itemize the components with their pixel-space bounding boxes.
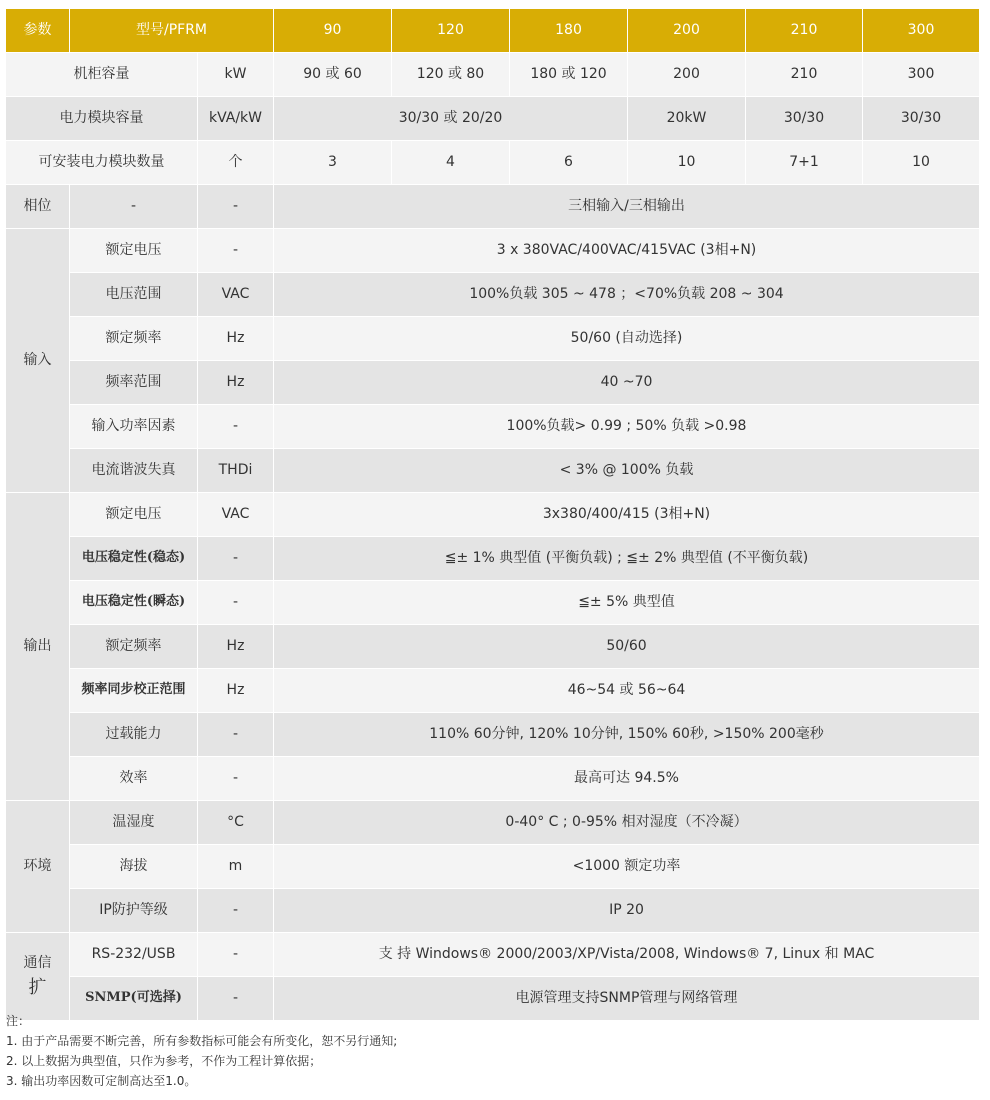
cell-value: IP 20 (274, 889, 980, 933)
note-item: 3. 输出功率因数可定制高达至1.0。 (6, 1074, 197, 1088)
row-label: 温湿度 (70, 801, 198, 845)
row-unit: - (198, 581, 274, 625)
row-unit: - (198, 229, 274, 273)
cell-value: 电源管理支持SNMP管理与网络管理 (274, 977, 980, 1021)
row-unit: Hz (198, 317, 274, 361)
row-label: 输入功率因素 (70, 405, 198, 449)
cell-value: 三相输入/三相输出 (274, 185, 980, 229)
row-unit: Hz (198, 361, 274, 405)
row-unit: m (198, 845, 274, 889)
row-unit: kVA/kW (198, 97, 274, 141)
table-row (6, 317, 980, 361)
cell-value: 120 或 80 (392, 53, 510, 97)
row-unit: - (198, 537, 274, 581)
cell-value: 180 或 120 (510, 53, 628, 97)
cell-value: 30/30 (863, 97, 980, 141)
row-unit: Hz (198, 625, 274, 669)
table-row (6, 141, 980, 185)
cell-value: 10 (628, 141, 746, 185)
spec-table (5, 8, 980, 1021)
row-unit: - (198, 185, 274, 229)
row-unit: - (198, 757, 274, 801)
row-unit: 个 (198, 141, 274, 185)
table-row (6, 449, 980, 493)
table-row (6, 669, 980, 713)
cell-value: 50/60 (274, 625, 980, 669)
category-environment: 环境 (6, 801, 70, 933)
row-label: 额定频率 (70, 625, 198, 669)
category-comm (6, 933, 70, 1021)
row-unit: VAC (198, 493, 274, 537)
cell-value: 支 持 Windows® 2000/2003/XP/Vista/2008, Windows® 7, Linux 和 MAC (274, 933, 980, 977)
row-unit: - (198, 977, 274, 1021)
cell-value: 最高可达 94.5% (274, 757, 980, 801)
table-row (6, 757, 980, 801)
table-row (6, 581, 980, 625)
header-model-120: 120 (392, 9, 510, 53)
header-model-300: 300 (863, 9, 980, 53)
table-row (6, 537, 980, 581)
cell-value: 30/30 或 20/20 (274, 97, 628, 141)
cell-value: <1000 额定功率 (274, 845, 980, 889)
cell-value: 7+1 (746, 141, 863, 185)
cell-value: 10 (863, 141, 980, 185)
notes (6, 1011, 397, 1091)
cell-value: 50/60 (自动选择) (274, 317, 980, 361)
header-param: 参数 (6, 9, 70, 53)
cell-value: 20kW (628, 97, 746, 141)
category-comm-line1: 通信 (23, 954, 52, 971)
row-label: 电压稳定性(瞬态) (70, 581, 198, 625)
row-label: 可安装电力模块数量 (6, 141, 198, 185)
row-unit: THDi (198, 449, 274, 493)
note-item: 2. 以上数据为典型值，只作为参考，不作为工程计算依据； (6, 1054, 322, 1068)
cell-value: 4 (392, 141, 510, 185)
row-label: 电流谐波失真 (70, 449, 198, 493)
table-row (6, 493, 980, 537)
table-row (6, 273, 980, 317)
row-label: 频率同步校正范围 (70, 669, 198, 713)
row-label: 额定电压 (70, 229, 198, 273)
cell-value: 200 (628, 53, 746, 97)
row-unit: - (198, 713, 274, 757)
note-item: 1. 由于产品需要不断完善，所有参数指标可能会有所变化，恕不另行通知; (6, 1034, 398, 1048)
cell-value: 90 或 60 (274, 53, 392, 97)
notes-title: 注： (6, 1014, 31, 1028)
row-label: 频率范围 (70, 361, 198, 405)
category-input: 输入 (6, 229, 70, 493)
cell-value: 3x380/400/415 (3相+N) (274, 493, 980, 537)
cell-value: 100%负载> 0.99 ; 50% 负载 >0.98 (274, 405, 980, 449)
cell-value: 30/30 (746, 97, 863, 141)
table-row (6, 405, 980, 449)
row-label: SNMP(可选择) (70, 977, 198, 1021)
cell-value: 6 (510, 141, 628, 185)
table-row (6, 845, 980, 889)
cell-value: 300 (863, 53, 980, 97)
cell-value: ≦± 1% 典型值 (平衡负载) ; ≦± 2% 典型值 (不平衡负载) (274, 537, 980, 581)
row-label: 电力模块容量 (6, 97, 198, 141)
row-unit: - (198, 933, 274, 977)
cell-value: < 3% @ 100% 负载 (274, 449, 980, 493)
cell-value: 100%负载 305 ~ 478 ；<70%负载 208 ~ 304 (274, 273, 980, 317)
header-model-180: 180 (510, 9, 628, 53)
category-output: 输出 (6, 493, 70, 801)
header-model-210: 210 (746, 9, 863, 53)
row-sublabel: - (70, 185, 198, 229)
cell-value: 40 ~70 (274, 361, 980, 405)
row-unit: - (198, 405, 274, 449)
table-row (6, 229, 980, 273)
header-model-200: 200 (628, 9, 746, 53)
header-model: 型号/PFRM (70, 9, 274, 53)
row-unit: - (198, 889, 274, 933)
table-row (6, 889, 980, 933)
row-label: 电压稳定性(稳态) (70, 537, 198, 581)
row-label: 机柜容量 (6, 53, 198, 97)
header-model-90: 90 (274, 9, 392, 53)
table-row (6, 97, 980, 141)
cell-value: 46~54 或 56~64 (274, 669, 980, 713)
row-label: 相位 (6, 185, 70, 229)
table-row (6, 625, 980, 669)
row-label: 效率 (70, 757, 198, 801)
row-unit: Hz (198, 669, 274, 713)
table-row (6, 361, 980, 405)
row-label: 过载能力 (70, 713, 198, 757)
header-row (6, 9, 980, 53)
cell-value: 0-40° C ; 0-95% 相对湿度（不冷凝） (274, 801, 980, 845)
row-label: 电压范围 (70, 273, 198, 317)
cell-value: 3 x 380VAC/400VAC/415VAC (3相+N) (274, 229, 980, 273)
row-unit: VAC (198, 273, 274, 317)
table-row (6, 185, 980, 229)
cell-value: 110% 60分钟, 120% 10分钟, 150% 60秒, >150% 200毫秒 (274, 713, 980, 757)
row-label: IP防护等级 (70, 889, 198, 933)
cell-value: 210 (746, 53, 863, 97)
table-row (6, 933, 980, 977)
table-row (6, 713, 980, 757)
cell-value: 3 (274, 141, 392, 185)
row-label: 海拔 (70, 845, 198, 889)
row-unit: kW (198, 53, 274, 97)
table-row (6, 53, 980, 97)
row-label: 额定频率 (70, 317, 198, 361)
row-label: 额定电压 (70, 493, 198, 537)
table-row (6, 801, 980, 845)
row-unit: °C (198, 801, 274, 845)
cell-value: ≦± 5% 典型值 (274, 581, 980, 625)
row-label: RS-232/USB (70, 933, 198, 977)
category-comm-line2: 扩 (28, 976, 47, 998)
